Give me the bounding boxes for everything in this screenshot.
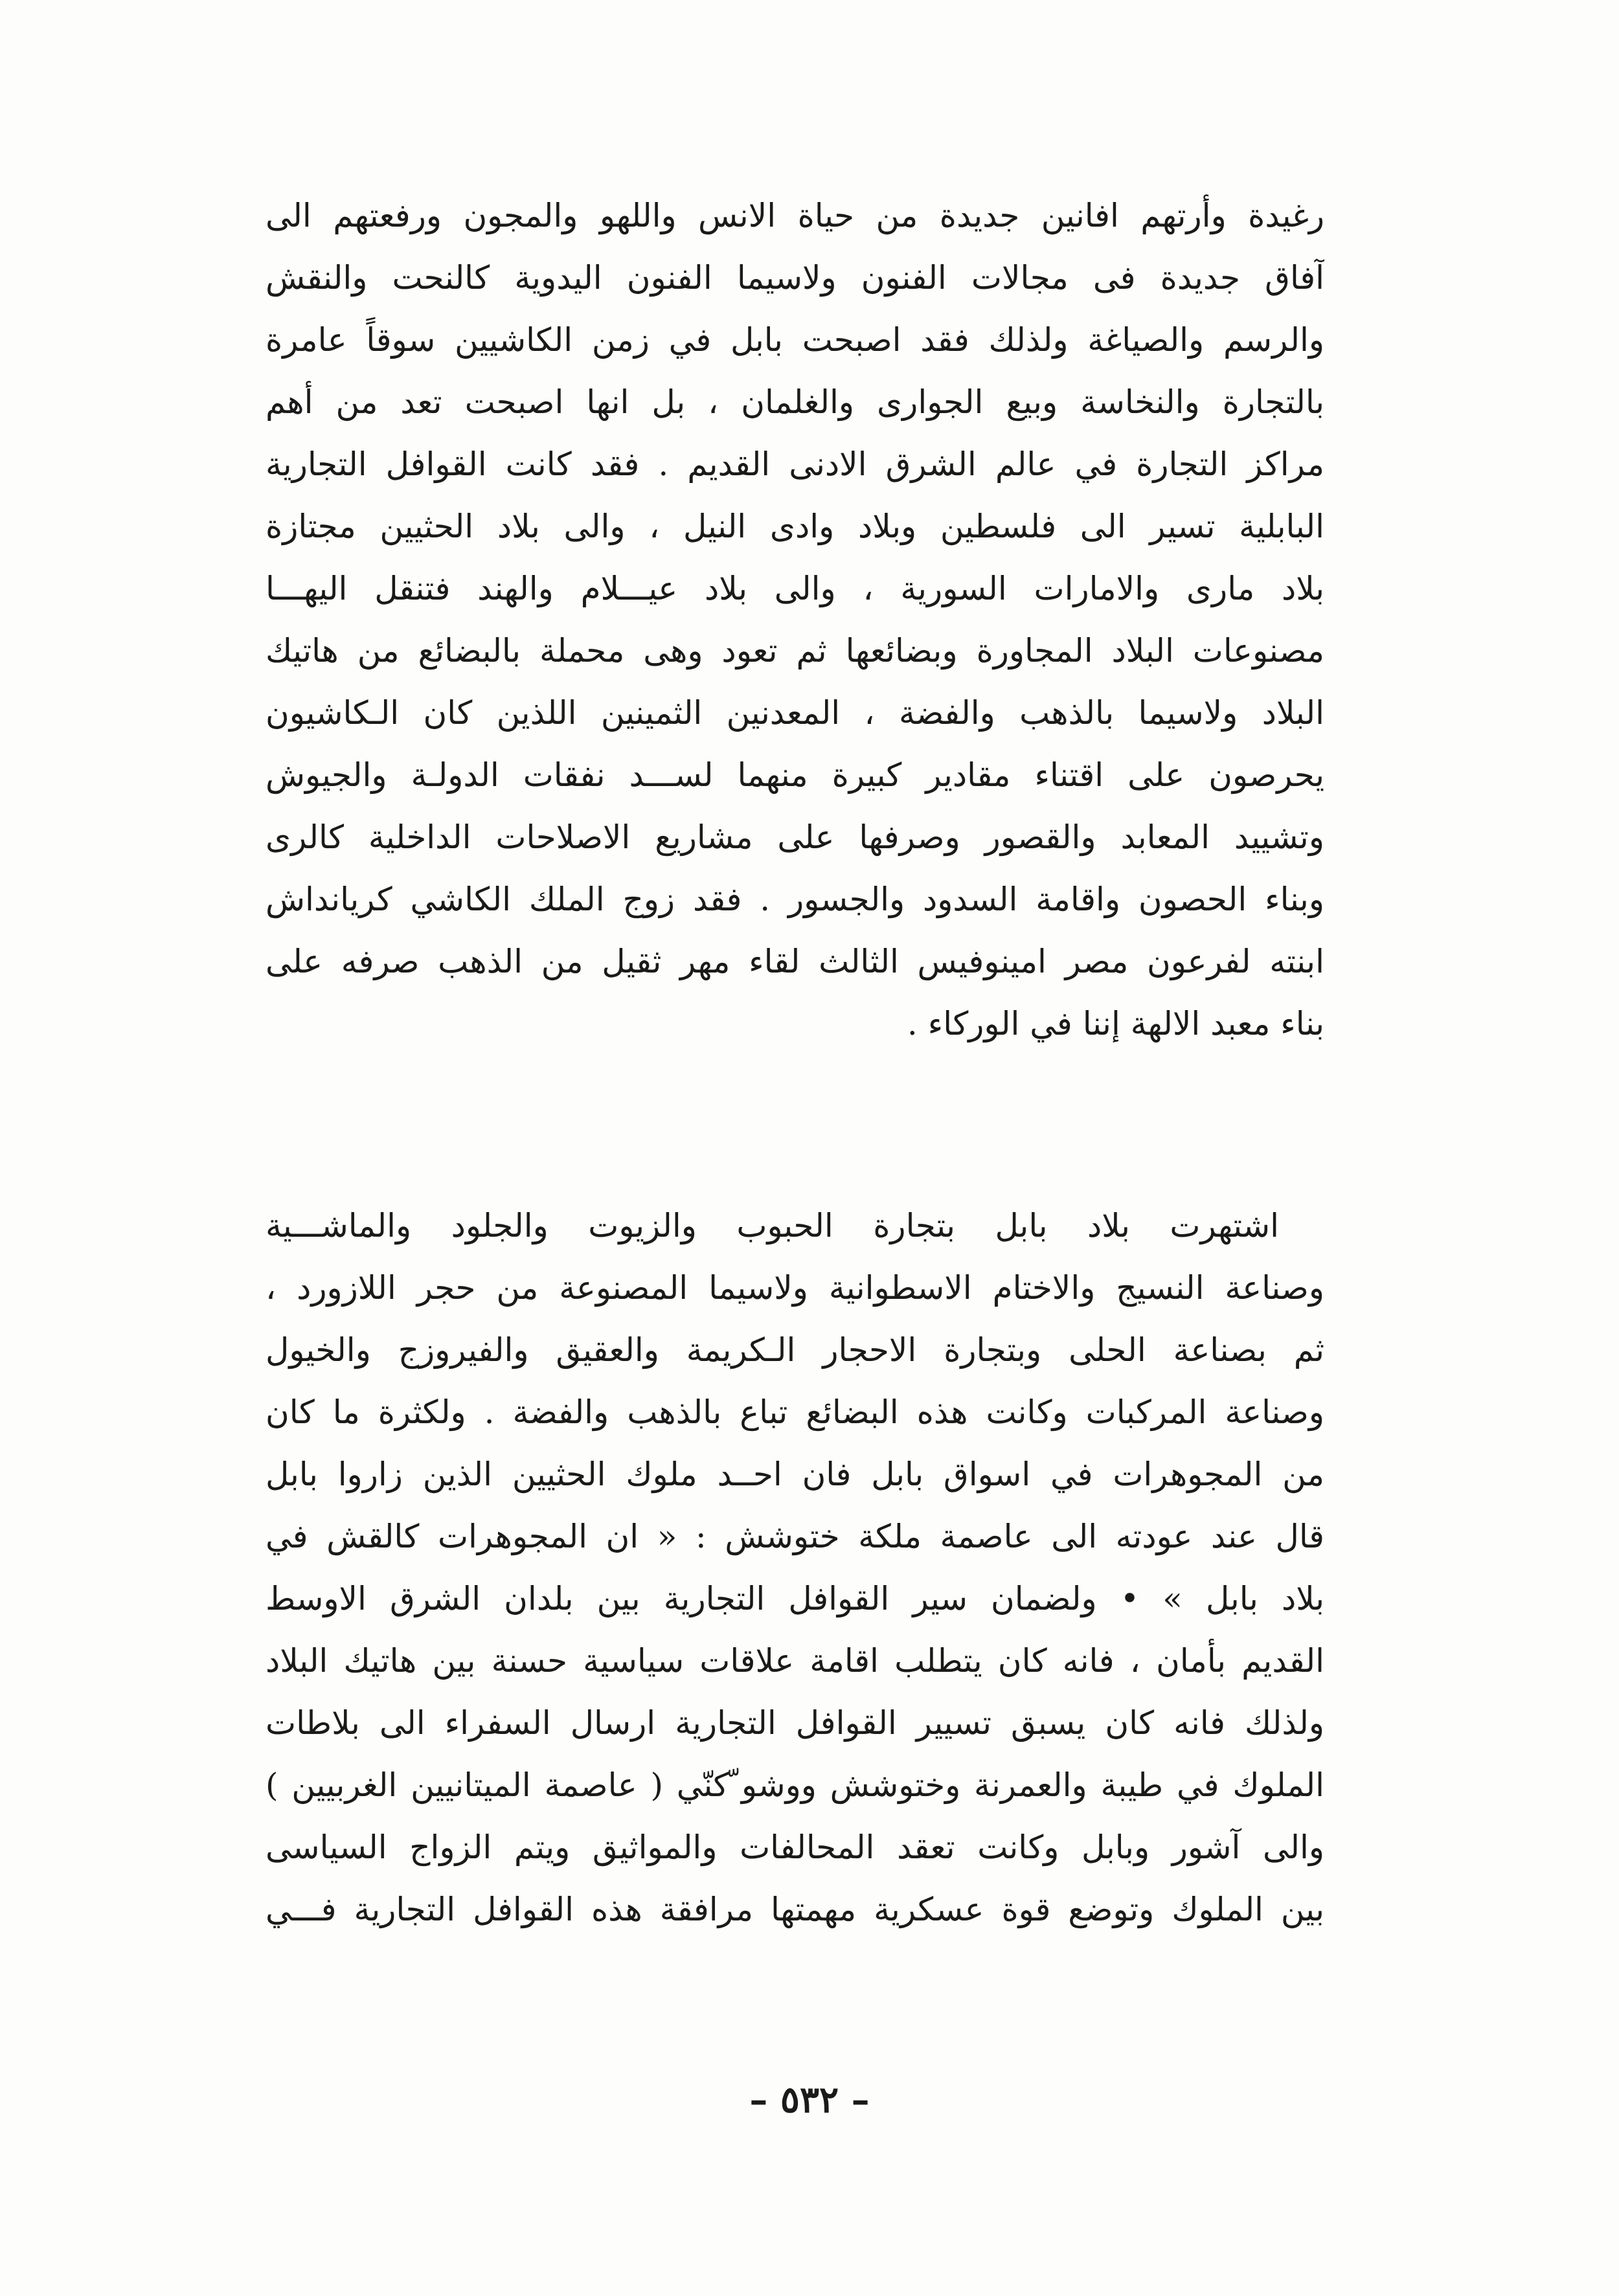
text-line: وصناعة النسيج والاختام الاسطوانية ولاسيما المصنوعة من حجر اللازورد ، bbox=[266, 1269, 1324, 1307]
text-line: يحرصون على اقتناء مقادير كبيرة منهما لســـد نفقات الدولـة والجيوش bbox=[266, 756, 1324, 794]
text-line: وصناعة المركبات وكانت هذه البضائع تباع بالذهب والفضة . ولكثرة ما كان bbox=[266, 1393, 1324, 1431]
text-line: ثم بصناعة الحلى وبتجارة الاحجار الـكريمة والعقيق والفيروزج والخيول bbox=[266, 1331, 1324, 1369]
paragraph-1 bbox=[266, 185, 1324, 1055]
text-line: وتشييد المعابد والقصور وصرفها على مشاريع الاصلاحات الداخلية كالرى bbox=[266, 818, 1324, 856]
text-line: البلاد ولاسيما بالذهب والفضة ، المعدنين الثمينين اللذين كان الـكاشيون bbox=[266, 694, 1324, 732]
text-line: بلاد مارى والامارات السورية ، والى بلاد عيـــلام والهند فتنقل اليهـــا bbox=[266, 570, 1324, 607]
text-line: مراكز التجارة في عالم الشرق الادنى القديم . فقد كانت القوافل التجارية bbox=[266, 445, 1324, 483]
text-line: الملوك في طيبة والعمرنة وختوشش ووشو ّكنّي ( عاصمة الميتانيين الغربيين ) bbox=[266, 1766, 1324, 1804]
paragraph-2 bbox=[266, 1195, 1324, 1941]
text-line: من المجوهرات في اسواق بابل فان احــد ملوك الحثيين الذين زاروا بابل bbox=[266, 1456, 1324, 1493]
text-line: ابنته لفرعون مصر امينوفيس الثالث لقاء مهر ثقيل من الذهب صرفه على bbox=[266, 943, 1324, 980]
text-line: بناء معبد الالهة إننا في الوركاء . bbox=[907, 1005, 1324, 1042]
text-line: البابلية تسير الى فلسطين وبلاد وادى النيل ، والى بلاد الحثيين مجتازة bbox=[266, 508, 1324, 545]
text-line: وبناء الحصون واقامة السدود والجسور . فقد زوج الملك الكاشي كريانداش bbox=[266, 881, 1324, 918]
text-line: والى آشور وبابل وكانت تعقد المحالفات والمواثيق ويتم الزواج السياسى bbox=[266, 1829, 1324, 1866]
text-line: قال عند عودته الى عاصمة ملكة ختوشش : « ان المجوهرات كالقش في bbox=[266, 1518, 1324, 1555]
text-line: القديم بأمان ، فانه كان يتطلب اقامة علاقات سياسية حسنة بين هاتيك البلاد bbox=[266, 1642, 1324, 1680]
text-line: والرسم والصياغة ولذلك فقد اصبحت بابل في زمن الكاشيين سوقاً عامرة bbox=[266, 321, 1324, 359]
text-line: ولذلك فانه كان يسبق تسيير القوافل التجارية ارسال السفراء الى بلاطات bbox=[266, 1704, 1324, 1742]
page-number: – ٥٣٢ – bbox=[749, 2078, 870, 2121]
text-line: رغيدة وأرتهم افانين جديدة من حياة الانس واللهو والمجون ورفعتهم الى bbox=[266, 197, 1324, 234]
text-line: بالتجارة والنخاسة وبيع الجوارى والغلمان ، بل انها اصبحت تعد من أهم bbox=[266, 383, 1324, 421]
text-line: اشتهرت بلاد بابل بتجارة الحبوب والزيوت والجلود والماشـــية bbox=[266, 1207, 1279, 1244]
text-line: بلاد بابل » • ولضمان سير القوافل التجارية بين بلدان الشرق الاوسط bbox=[266, 1580, 1324, 1617]
text-line: آفاق جديدة فى مجالات الفنون ولاسيما الفنون اليدوية كالنحت والنقش bbox=[266, 259, 1324, 297]
text-line: بين الملوك وتوضع قوة عسكرية مهمتها مرافقة هذه القوافل التجارية فـــي bbox=[266, 1891, 1324, 1928]
text-line: مصنوعات البلاد المجاورة وبضائعها ثم تعود وهى محملة بالبضائع من هاتيك bbox=[266, 632, 1324, 670]
